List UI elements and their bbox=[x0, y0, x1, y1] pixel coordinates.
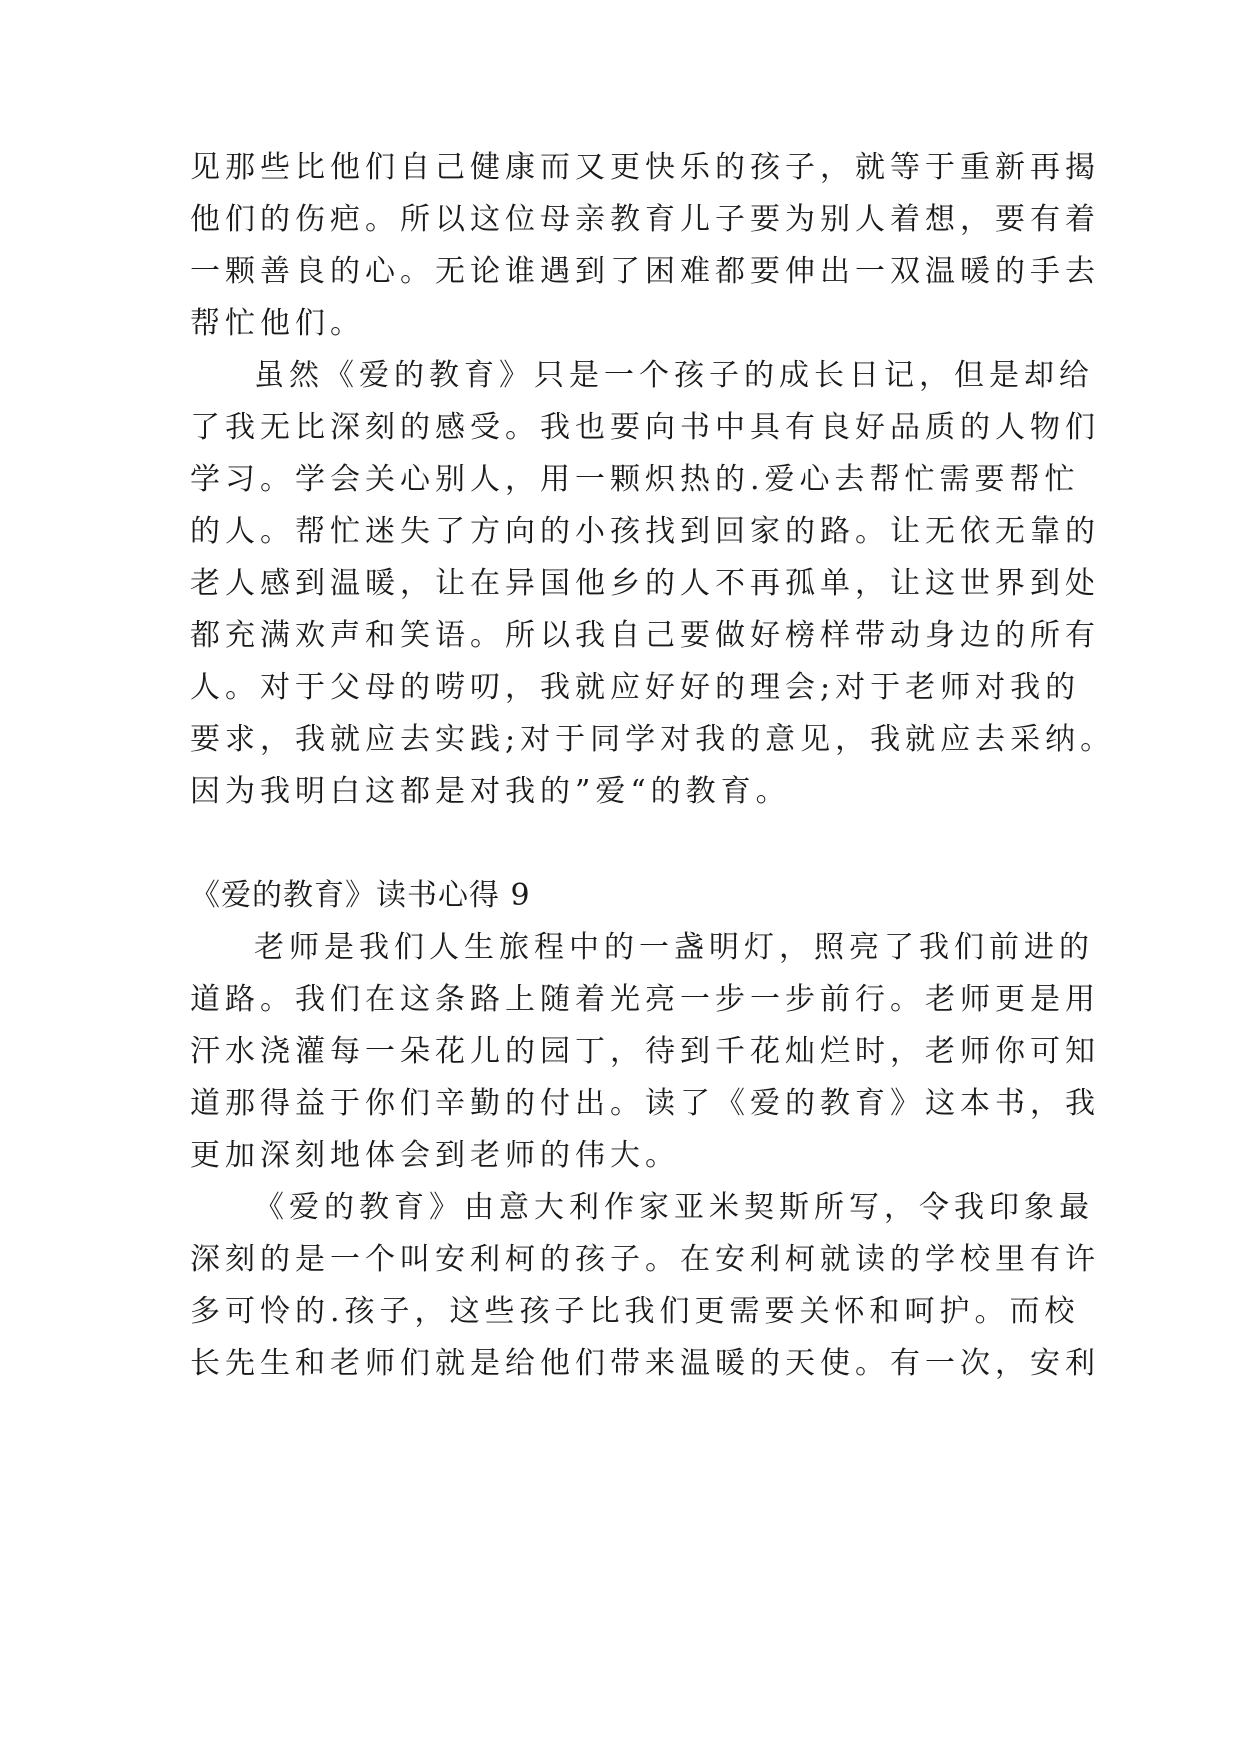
text-line: 老师是我们人生旅程中的一盏明灯，照亮了我们前进的 bbox=[254, 930, 1094, 965]
text-line: 老人感到温暖，让在异国他乡的人不再孤单，让这世界到处 bbox=[190, 566, 1100, 601]
text-line: 都充满欢声和笑语。所以我自己要做好榜样带动身边的所有 bbox=[190, 618, 1100, 653]
text-line: 见那些比他们自己健康而又更快乐的孩子，就等于重新再揭 bbox=[190, 150, 1100, 185]
text-line: 了我无比深刻的感受。我也要向书中具有良好品质的人物们 bbox=[190, 410, 1100, 445]
text-line: 要求，我就应去实践;对于同学对我的意见，我就应去采纳。 bbox=[190, 722, 1116, 757]
text-line: 他们的伤疤。所以这位母亲教育儿子要为别人着想，要有着 bbox=[190, 202, 1100, 237]
text-line: 道路。我们在这条路上随着光亮一步一步前行。老师更是用 bbox=[190, 982, 1100, 1017]
text-line: 多可怜的.孩子，这些孩子比我们更需要关怀和呵护。而校 bbox=[190, 1294, 1080, 1329]
text-line: 深刻的是一个叫安利柯的孩子。在安利柯就读的学校里有许 bbox=[190, 1242, 1100, 1277]
text-line: 学习。学会关心别人，用一颗炽热的.爱心去帮忙需要帮忙 bbox=[190, 462, 1080, 497]
text-line: 更加深刻地体会到老师的伟大。 bbox=[190, 1138, 680, 1173]
text-line: 《爱的教育》由意大利作家亚米契斯所写，令我印象最 bbox=[254, 1190, 1094, 1225]
text-line: 的人。帮忙迷失了方向的小孩找到回家的路。让无依无靠的 bbox=[190, 514, 1100, 549]
text-line: 虽然《爱的教育》只是一个孩子的成长日记，但是却给 bbox=[254, 358, 1094, 393]
text-line: 长先生和老师们就是给他们带来温暖的天使。有一次，安利 bbox=[190, 1346, 1100, 1381]
text-line: 一颗善良的心。无论谁遇到了困难都要伸出一双温暖的手去 bbox=[190, 254, 1100, 289]
text-line: 帮忙他们。 bbox=[190, 306, 365, 341]
text-line: 人。对于父母的唠叨，我就应好好的理会;对于老师对我的 bbox=[190, 670, 1081, 705]
text-line: 汗水浇灌每一朵花儿的园丁，待到千花灿烂时，老师你可知 bbox=[190, 1034, 1100, 1069]
text-line: 道那得益于你们辛勤的付出。读了《爱的教育》这本书，我 bbox=[190, 1086, 1100, 1121]
text-line: 因为我明白这都是对我的”爱“的教育。 bbox=[190, 774, 791, 809]
section-heading: 《爱的教育》读书心得 9 bbox=[190, 878, 531, 913]
